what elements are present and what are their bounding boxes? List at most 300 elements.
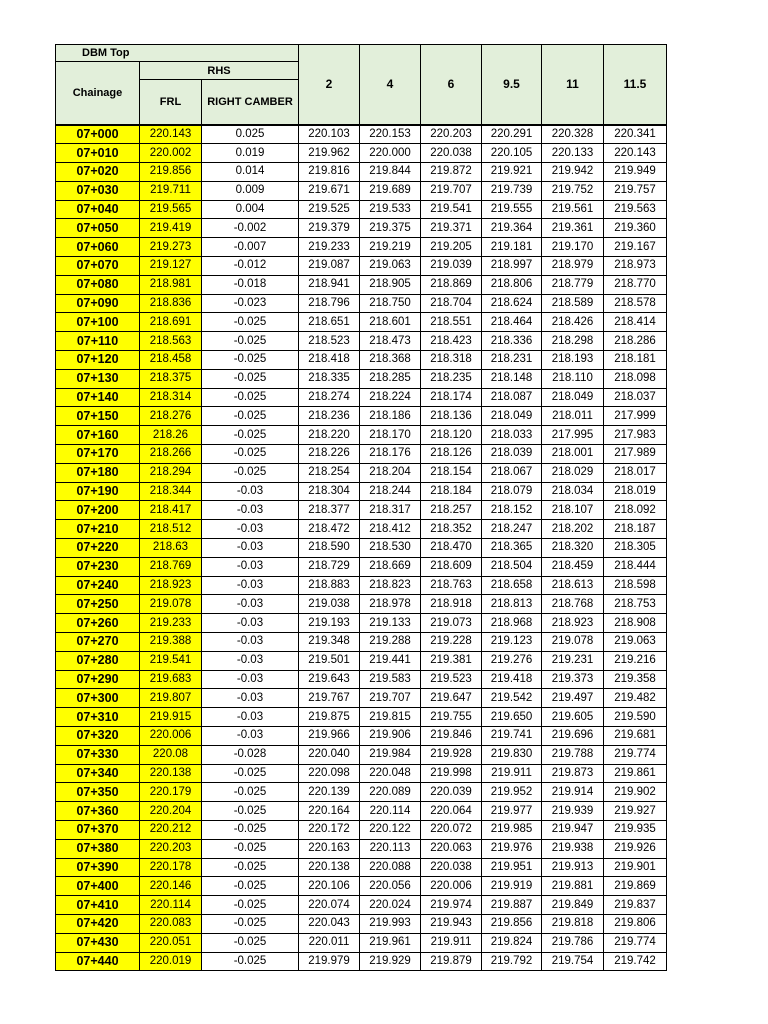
chainage-cell[interactable]: 07+440 xyxy=(56,952,140,971)
camber-cell[interactable]: -0.025 xyxy=(202,896,299,915)
chainage-cell[interactable]: 07+090 xyxy=(56,294,140,313)
level-cell[interactable]: 218.049 xyxy=(482,407,542,426)
level-cell[interactable]: 218.941 xyxy=(299,275,360,294)
level-cell[interactable]: 219.939 xyxy=(542,802,604,821)
level-cell[interactable]: 218.285 xyxy=(360,369,421,388)
level-cell[interactable]: 218.918 xyxy=(421,595,482,614)
level-cell[interactable]: 220.139 xyxy=(299,783,360,802)
level-cell[interactable]: 218.079 xyxy=(482,482,542,501)
level-cell[interactable]: 219.929 xyxy=(360,952,421,971)
chainage-cell[interactable]: 07+260 xyxy=(56,614,140,633)
camber-cell[interactable]: 0.009 xyxy=(202,181,299,200)
camber-cell[interactable]: -0.023 xyxy=(202,294,299,313)
level-cell[interactable]: 219.873 xyxy=(542,764,604,783)
level-cell[interactable]: 218.136 xyxy=(421,407,482,426)
level-cell[interactable]: 219.976 xyxy=(482,839,542,858)
chainage-cell[interactable]: 07+060 xyxy=(56,238,140,257)
level-cell[interactable]: 220.000 xyxy=(360,144,421,163)
level-cell[interactable]: 219.276 xyxy=(482,651,542,670)
level-cell[interactable]: 219.824 xyxy=(482,933,542,952)
level-cell[interactable]: 219.872 xyxy=(421,163,482,182)
level-cell[interactable]: 219.816 xyxy=(299,163,360,182)
frl-cell[interactable]: 219.565 xyxy=(140,200,202,219)
level-cell[interactable]: 218.181 xyxy=(604,351,667,370)
level-cell[interactable]: 218.254 xyxy=(299,463,360,482)
level-cell[interactable]: 219.671 xyxy=(299,181,360,200)
level-cell[interactable]: 218.274 xyxy=(299,388,360,407)
level-cell[interactable]: 218.472 xyxy=(299,520,360,539)
camber-cell[interactable]: -0.03 xyxy=(202,651,299,670)
level-cell[interactable]: 218.979 xyxy=(542,257,604,276)
frl-cell[interactable]: 219.078 xyxy=(140,595,202,614)
level-cell[interactable]: 219.696 xyxy=(542,727,604,746)
level-cell[interactable]: 218.352 xyxy=(421,520,482,539)
frl-cell[interactable]: 220.212 xyxy=(140,820,202,839)
level-cell[interactable]: 220.133 xyxy=(542,144,604,163)
camber-cell[interactable]: -0.012 xyxy=(202,257,299,276)
frl-cell[interactable]: 218.314 xyxy=(140,388,202,407)
chainage-cell[interactable]: 07+360 xyxy=(56,802,140,821)
camber-cell[interactable]: -0.03 xyxy=(202,482,299,501)
level-cell[interactable]: 218.033 xyxy=(482,426,542,445)
level-cell[interactable]: 218.184 xyxy=(421,482,482,501)
frl-cell[interactable]: 220.114 xyxy=(140,896,202,915)
chainage-cell[interactable]: 07+380 xyxy=(56,839,140,858)
level-cell[interactable]: 219.063 xyxy=(360,257,421,276)
level-cell[interactable]: 220.172 xyxy=(299,820,360,839)
level-cell[interactable]: 220.113 xyxy=(360,839,421,858)
frl-cell[interactable]: 218.769 xyxy=(140,557,202,576)
offset-header-4[interactable]: 4 xyxy=(360,45,421,125)
camber-cell[interactable]: -0.025 xyxy=(202,426,299,445)
frl-cell[interactable]: 220.08 xyxy=(140,745,202,764)
level-cell[interactable]: 219.133 xyxy=(360,614,421,633)
camber-cell[interactable]: -0.03 xyxy=(202,520,299,539)
frl-cell[interactable]: 220.146 xyxy=(140,877,202,896)
chainage-cell[interactable]: 07+390 xyxy=(56,858,140,877)
level-cell[interactable]: 219.774 xyxy=(604,745,667,764)
level-cell[interactable]: 218.148 xyxy=(482,369,542,388)
frl-cell[interactable]: 219.711 xyxy=(140,181,202,200)
level-cell[interactable]: 218.017 xyxy=(604,463,667,482)
level-cell[interactable]: 220.063 xyxy=(421,839,482,858)
camber-cell[interactable]: -0.025 xyxy=(202,783,299,802)
chainage-cell[interactable]: 07+040 xyxy=(56,200,140,219)
level-cell[interactable]: 219.921 xyxy=(482,163,542,182)
level-cell[interactable]: 219.219 xyxy=(360,238,421,257)
level-cell[interactable]: 218.236 xyxy=(299,407,360,426)
level-cell[interactable]: 219.914 xyxy=(542,783,604,802)
frl-cell[interactable]: 218.691 xyxy=(140,313,202,332)
chainage-cell[interactable]: 07+140 xyxy=(56,388,140,407)
level-cell[interactable]: 219.949 xyxy=(604,163,667,182)
level-cell[interactable]: 219.911 xyxy=(421,933,482,952)
chainage-cell[interactable]: 07+050 xyxy=(56,219,140,238)
level-cell[interactable]: 218.423 xyxy=(421,332,482,351)
level-cell[interactable]: 219.170 xyxy=(542,238,604,257)
level-cell[interactable]: 219.869 xyxy=(604,877,667,896)
level-cell[interactable]: 219.441 xyxy=(360,651,421,670)
chainage-cell[interactable]: 07+320 xyxy=(56,727,140,746)
level-cell[interactable]: 220.048 xyxy=(360,764,421,783)
level-cell[interactable]: 218.368 xyxy=(360,351,421,370)
camber-cell[interactable]: -0.025 xyxy=(202,407,299,426)
level-cell[interactable]: 218.412 xyxy=(360,520,421,539)
level-cell[interactable]: 219.755 xyxy=(421,708,482,727)
level-cell[interactable]: 219.906 xyxy=(360,727,421,746)
side-header[interactable]: RHS xyxy=(140,62,299,80)
level-cell[interactable]: 220.164 xyxy=(299,802,360,821)
camber-header[interactable]: RIGHT CAMBER xyxy=(202,80,299,125)
chainage-cell[interactable]: 07+420 xyxy=(56,914,140,933)
level-cell[interactable]: 219.360 xyxy=(604,219,667,238)
frl-cell[interactable]: 218.375 xyxy=(140,369,202,388)
frl-cell[interactable]: 220.019 xyxy=(140,952,202,971)
level-cell[interactable]: 219.830 xyxy=(482,745,542,764)
camber-cell[interactable]: 0.014 xyxy=(202,163,299,182)
level-cell[interactable]: 218.174 xyxy=(421,388,482,407)
level-cell[interactable]: 218.464 xyxy=(482,313,542,332)
level-cell[interactable]: 218.152 xyxy=(482,501,542,520)
level-cell[interactable]: 219.927 xyxy=(604,802,667,821)
level-cell[interactable]: 220.038 xyxy=(421,858,482,877)
level-cell[interactable]: 220.040 xyxy=(299,745,360,764)
level-cell[interactable]: 219.361 xyxy=(542,219,604,238)
level-cell[interactable]: 219.741 xyxy=(482,727,542,746)
level-cell[interactable]: 218.704 xyxy=(421,294,482,313)
level-cell[interactable]: 218.796 xyxy=(299,294,360,313)
level-cell[interactable]: 220.291 xyxy=(482,125,542,144)
level-cell[interactable]: 219.977 xyxy=(482,802,542,821)
level-cell[interactable]: 218.220 xyxy=(299,426,360,445)
level-cell[interactable]: 220.143 xyxy=(604,144,667,163)
frl-cell[interactable]: 218.294 xyxy=(140,463,202,482)
level-cell[interactable]: 218.523 xyxy=(299,332,360,351)
level-cell[interactable]: 219.806 xyxy=(604,914,667,933)
camber-cell[interactable]: -0.03 xyxy=(202,708,299,727)
frl-cell[interactable]: 220.178 xyxy=(140,858,202,877)
frl-cell[interactable]: 218.981 xyxy=(140,275,202,294)
level-cell[interactable]: 218.504 xyxy=(482,557,542,576)
level-cell[interactable]: 219.523 xyxy=(421,670,482,689)
chainage-cell[interactable]: 07+400 xyxy=(56,877,140,896)
chainage-cell[interactable]: 07+430 xyxy=(56,933,140,952)
level-cell[interactable]: 219.123 xyxy=(482,633,542,652)
level-cell[interactable]: 219.497 xyxy=(542,689,604,708)
camber-cell[interactable]: -0.025 xyxy=(202,351,299,370)
chainage-cell[interactable]: 07+270 xyxy=(56,633,140,652)
level-cell[interactable]: 218.019 xyxy=(604,482,667,501)
level-cell[interactable]: 217.995 xyxy=(542,426,604,445)
level-cell[interactable]: 219.647 xyxy=(421,689,482,708)
level-cell[interactable]: 219.911 xyxy=(482,764,542,783)
level-cell[interactable]: 218.753 xyxy=(604,595,667,614)
camber-cell[interactable]: -0.03 xyxy=(202,689,299,708)
level-cell[interactable]: 218.092 xyxy=(604,501,667,520)
level-cell[interactable]: 218.729 xyxy=(299,557,360,576)
level-cell[interactable]: 218.414 xyxy=(604,313,667,332)
level-cell[interactable]: 219.078 xyxy=(542,633,604,652)
frl-cell[interactable]: 220.179 xyxy=(140,783,202,802)
level-cell[interactable]: 219.739 xyxy=(482,181,542,200)
level-cell[interactable]: 219.501 xyxy=(299,651,360,670)
camber-cell[interactable]: -0.002 xyxy=(202,219,299,238)
chainage-cell[interactable]: 07+030 xyxy=(56,181,140,200)
level-cell[interactable]: 219.590 xyxy=(604,708,667,727)
offset-header-9-5[interactable]: 9.5 xyxy=(482,45,542,125)
frl-cell[interactable]: 220.143 xyxy=(140,125,202,144)
level-cell[interactable]: 218.187 xyxy=(604,520,667,539)
level-cell[interactable]: 219.938 xyxy=(542,839,604,858)
chainage-cell[interactable]: 07+100 xyxy=(56,313,140,332)
level-cell[interactable]: 219.525 xyxy=(299,200,360,219)
level-cell[interactable]: 218.087 xyxy=(482,388,542,407)
level-cell[interactable]: 218.908 xyxy=(604,614,667,633)
level-cell[interactable]: 219.643 xyxy=(299,670,360,689)
chainage-cell[interactable]: 07+280 xyxy=(56,651,140,670)
chainage-cell[interactable]: 07+210 xyxy=(56,520,140,539)
chainage-header[interactable]: Chainage xyxy=(56,62,140,125)
chainage-cell[interactable]: 07+300 xyxy=(56,689,140,708)
level-cell[interactable]: 219.861 xyxy=(604,764,667,783)
level-cell[interactable]: 218.204 xyxy=(360,463,421,482)
level-cell[interactable]: 219.541 xyxy=(421,200,482,219)
frl-cell[interactable]: 218.417 xyxy=(140,501,202,520)
level-cell[interactable]: 219.583 xyxy=(360,670,421,689)
chainage-cell[interactable]: 07+370 xyxy=(56,820,140,839)
level-cell[interactable]: 219.788 xyxy=(542,745,604,764)
level-cell[interactable]: 219.926 xyxy=(604,839,667,858)
level-cell[interactable]: 219.792 xyxy=(482,952,542,971)
level-cell[interactable]: 219.979 xyxy=(299,952,360,971)
level-cell[interactable]: 220.039 xyxy=(421,783,482,802)
level-cell[interactable]: 217.989 xyxy=(604,445,667,464)
level-cell[interactable]: 218.651 xyxy=(299,313,360,332)
level-cell[interactable]: 218.154 xyxy=(421,463,482,482)
camber-cell[interactable]: -0.03 xyxy=(202,576,299,595)
level-cell[interactable]: 218.304 xyxy=(299,482,360,501)
level-cell[interactable]: 219.998 xyxy=(421,764,482,783)
level-cell[interactable]: 219.482 xyxy=(604,689,667,708)
camber-cell[interactable]: -0.028 xyxy=(202,745,299,764)
level-cell[interactable]: 220.038 xyxy=(421,144,482,163)
camber-cell[interactable]: -0.025 xyxy=(202,332,299,351)
level-cell[interactable]: 220.103 xyxy=(299,125,360,144)
level-cell[interactable]: 219.555 xyxy=(482,200,542,219)
level-cell[interactable]: 218.037 xyxy=(604,388,667,407)
level-cell[interactable]: 219.542 xyxy=(482,689,542,708)
level-cell[interactable]: 219.902 xyxy=(604,783,667,802)
level-cell[interactable]: 220.006 xyxy=(421,877,482,896)
camber-cell[interactable]: -0.03 xyxy=(202,670,299,689)
level-cell[interactable]: 219.073 xyxy=(421,614,482,633)
level-cell[interactable]: 220.203 xyxy=(421,125,482,144)
camber-cell[interactable]: -0.03 xyxy=(202,595,299,614)
level-cell[interactable]: 219.993 xyxy=(360,914,421,933)
level-cell[interactable]: 218.459 xyxy=(542,557,604,576)
camber-cell[interactable]: -0.025 xyxy=(202,313,299,332)
level-cell[interactable]: 219.757 xyxy=(604,181,667,200)
chainage-cell[interactable]: 07+240 xyxy=(56,576,140,595)
frl-cell[interactable]: 219.273 xyxy=(140,238,202,257)
level-cell[interactable]: 219.856 xyxy=(482,914,542,933)
level-cell[interactable]: 220.122 xyxy=(360,820,421,839)
level-cell[interactable]: 218.186 xyxy=(360,407,421,426)
level-cell[interactable]: 219.373 xyxy=(542,670,604,689)
chainage-cell[interactable]: 07+190 xyxy=(56,482,140,501)
level-cell[interactable]: 219.881 xyxy=(542,877,604,896)
level-cell[interactable]: 218.365 xyxy=(482,539,542,558)
level-cell[interactable]: 220.105 xyxy=(482,144,542,163)
level-cell[interactable]: 218.336 xyxy=(482,332,542,351)
level-cell[interactable]: 218.823 xyxy=(360,576,421,595)
level-cell[interactable]: 220.138 xyxy=(299,858,360,877)
camber-cell[interactable]: -0.025 xyxy=(202,445,299,464)
level-cell[interactable]: 218.011 xyxy=(542,407,604,426)
frl-cell[interactable]: 219.419 xyxy=(140,219,202,238)
level-cell[interactable]: 219.786 xyxy=(542,933,604,952)
level-cell[interactable]: 218.869 xyxy=(421,275,482,294)
level-cell[interactable]: 218.001 xyxy=(542,445,604,464)
level-cell[interactable]: 219.943 xyxy=(421,914,482,933)
level-cell[interactable]: 218.202 xyxy=(542,520,604,539)
chainage-cell[interactable]: 07+160 xyxy=(56,426,140,445)
camber-cell[interactable]: -0.007 xyxy=(202,238,299,257)
frl-cell[interactable]: 220.204 xyxy=(140,802,202,821)
level-cell[interactable]: 219.288 xyxy=(360,633,421,652)
camber-cell[interactable]: -0.03 xyxy=(202,727,299,746)
chainage-cell[interactable]: 07+020 xyxy=(56,163,140,182)
level-cell[interactable]: 219.984 xyxy=(360,745,421,764)
camber-cell[interactable]: -0.03 xyxy=(202,633,299,652)
level-cell[interactable]: 219.364 xyxy=(482,219,542,238)
frl-header[interactable]: FRL xyxy=(140,80,202,125)
level-cell[interactable]: 218.418 xyxy=(299,351,360,370)
level-cell[interactable]: 218.110 xyxy=(542,369,604,388)
level-cell[interactable]: 218.997 xyxy=(482,257,542,276)
camber-cell[interactable]: -0.025 xyxy=(202,820,299,839)
level-cell[interactable]: 218.813 xyxy=(482,595,542,614)
level-cell[interactable]: 218.235 xyxy=(421,369,482,388)
level-cell[interactable]: 218.973 xyxy=(604,257,667,276)
level-cell[interactable]: 218.049 xyxy=(542,388,604,407)
level-cell[interactable]: 219.767 xyxy=(299,689,360,708)
camber-cell[interactable]: -0.03 xyxy=(202,614,299,633)
level-cell[interactable]: 218.193 xyxy=(542,351,604,370)
level-cell[interactable]: 218.624 xyxy=(482,294,542,313)
frl-cell[interactable]: 219.807 xyxy=(140,689,202,708)
frl-cell[interactable]: 218.276 xyxy=(140,407,202,426)
level-cell[interactable]: 220.098 xyxy=(299,764,360,783)
level-cell[interactable]: 218.806 xyxy=(482,275,542,294)
frl-cell[interactable]: 219.541 xyxy=(140,651,202,670)
level-cell[interactable]: 219.754 xyxy=(542,952,604,971)
frl-cell[interactable]: 220.051 xyxy=(140,933,202,952)
level-cell[interactable]: 218.473 xyxy=(360,332,421,351)
chainage-cell[interactable]: 07+110 xyxy=(56,332,140,351)
level-cell[interactable]: 218.598 xyxy=(604,576,667,595)
chainage-cell[interactable]: 07+010 xyxy=(56,144,140,163)
level-cell[interactable]: 218.658 xyxy=(482,576,542,595)
level-cell[interactable]: 219.216 xyxy=(604,651,667,670)
level-cell[interactable]: 220.043 xyxy=(299,914,360,933)
level-cell[interactable]: 218.551 xyxy=(421,313,482,332)
level-cell[interactable]: 219.818 xyxy=(542,914,604,933)
level-cell[interactable]: 218.244 xyxy=(360,482,421,501)
level-cell[interactable]: 219.849 xyxy=(542,896,604,915)
chainage-cell[interactable]: 07+250 xyxy=(56,595,140,614)
level-cell[interactable]: 218.750 xyxy=(360,294,421,313)
level-cell[interactable]: 219.951 xyxy=(482,858,542,877)
camber-cell[interactable]: -0.025 xyxy=(202,933,299,952)
level-cell[interactable]: 218.669 xyxy=(360,557,421,576)
frl-cell[interactable]: 218.923 xyxy=(140,576,202,595)
level-cell[interactable]: 218.029 xyxy=(542,463,604,482)
chainage-cell[interactable]: 07+170 xyxy=(56,445,140,464)
chainage-cell[interactable]: 07+220 xyxy=(56,539,140,558)
level-cell[interactable]: 219.707 xyxy=(421,181,482,200)
level-cell[interactable]: 220.328 xyxy=(542,125,604,144)
level-cell[interactable]: 219.563 xyxy=(604,200,667,219)
offset-header-6[interactable]: 6 xyxy=(421,45,482,125)
level-cell[interactable]: 220.341 xyxy=(604,125,667,144)
level-cell[interactable]: 218.335 xyxy=(299,369,360,388)
frl-cell[interactable]: 219.233 xyxy=(140,614,202,633)
level-cell[interactable]: 219.358 xyxy=(604,670,667,689)
chainage-cell[interactable]: 07+130 xyxy=(56,369,140,388)
level-cell[interactable]: 220.106 xyxy=(299,877,360,896)
level-cell[interactable]: 218.039 xyxy=(482,445,542,464)
frl-cell[interactable]: 219.915 xyxy=(140,708,202,727)
level-cell[interactable]: 218.770 xyxy=(604,275,667,294)
offset-header-11-5[interactable]: 11.5 xyxy=(604,45,667,125)
frl-cell[interactable]: 219.683 xyxy=(140,670,202,689)
frl-cell[interactable]: 219.856 xyxy=(140,163,202,182)
level-cell[interactable]: 219.375 xyxy=(360,219,421,238)
level-cell[interactable]: 218.590 xyxy=(299,539,360,558)
chainage-cell[interactable]: 07+350 xyxy=(56,783,140,802)
camber-cell[interactable]: -0.025 xyxy=(202,952,299,971)
level-cell[interactable]: 219.605 xyxy=(542,708,604,727)
level-cell[interactable]: 220.072 xyxy=(421,820,482,839)
level-cell[interactable]: 219.533 xyxy=(360,200,421,219)
level-cell[interactable]: 218.320 xyxy=(542,539,604,558)
frl-cell[interactable]: 218.63 xyxy=(140,539,202,558)
frl-cell[interactable]: 220.083 xyxy=(140,914,202,933)
level-cell[interactable]: 218.176 xyxy=(360,445,421,464)
level-cell[interactable]: 220.114 xyxy=(360,802,421,821)
frl-cell[interactable]: 219.388 xyxy=(140,633,202,652)
level-cell[interactable]: 219.418 xyxy=(482,670,542,689)
level-cell[interactable]: 219.966 xyxy=(299,727,360,746)
level-cell[interactable]: 220.088 xyxy=(360,858,421,877)
level-cell[interactable]: 218.305 xyxy=(604,539,667,558)
level-cell[interactable]: 219.919 xyxy=(482,877,542,896)
level-cell[interactable]: 219.875 xyxy=(299,708,360,727)
chainage-cell[interactable]: 07+310 xyxy=(56,708,140,727)
chainage-cell[interactable]: 07+330 xyxy=(56,745,140,764)
level-cell[interactable]: 219.039 xyxy=(421,257,482,276)
camber-cell[interactable]: -0.03 xyxy=(202,557,299,576)
chainage-cell[interactable]: 07+410 xyxy=(56,896,140,915)
level-cell[interactable]: 219.952 xyxy=(482,783,542,802)
level-cell[interactable]: 218.763 xyxy=(421,576,482,595)
level-cell[interactable]: 219.742 xyxy=(604,952,667,971)
chainage-cell[interactable]: 07+200 xyxy=(56,501,140,520)
camber-cell[interactable]: -0.025 xyxy=(202,858,299,877)
chainage-cell[interactable]: 07+080 xyxy=(56,275,140,294)
level-cell[interactable]: 218.768 xyxy=(542,595,604,614)
